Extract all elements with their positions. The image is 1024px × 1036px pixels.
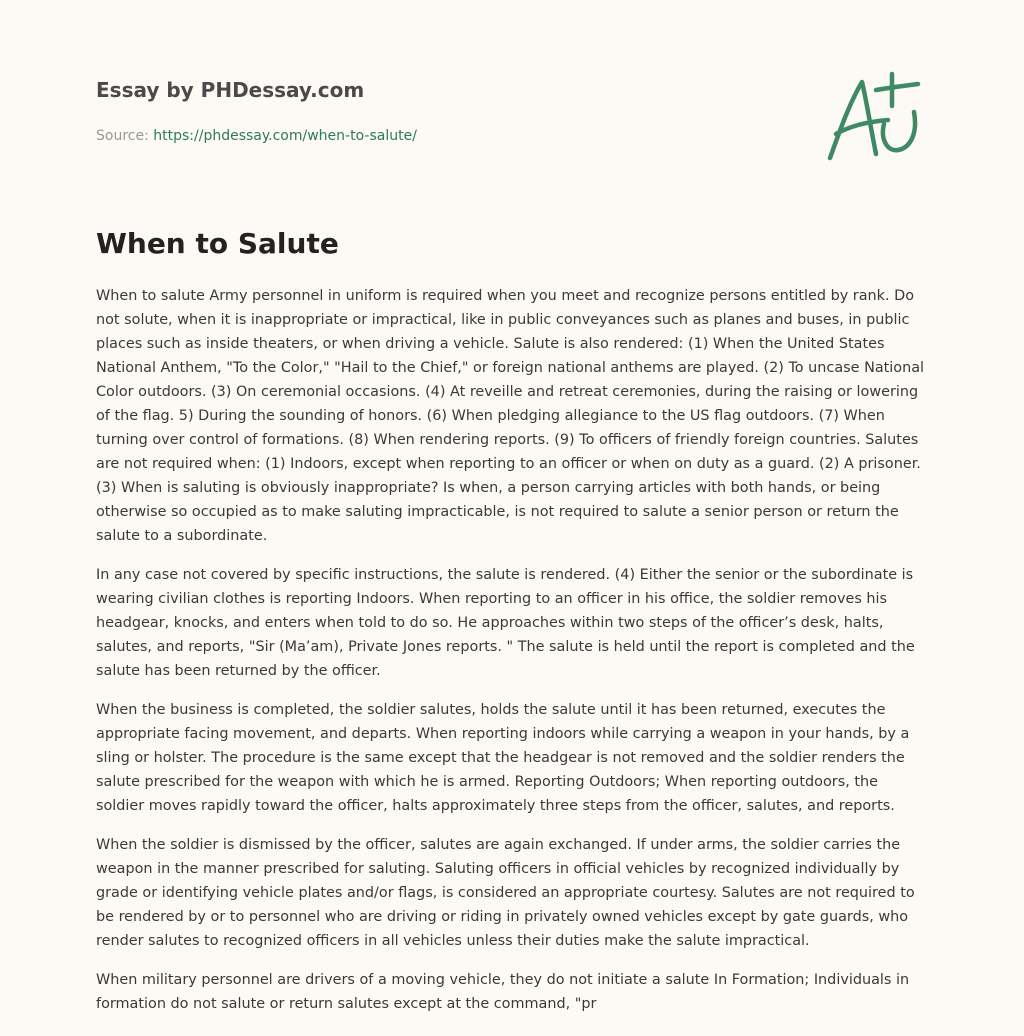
paragraph: When to salute Army personnel in uniform is required when you meet and recognize persons entitled by rank. Do not solute, when it is inappropriate or impractical, like in public conveyances such as planes and buses, in public places such as inside theaters, or when driving a vehicle. Salute is also rendered: (1) When the United States National Anthem, "To the Color," "Hail to the Chief," or foreign national anthems are played. (2) To uncase National Color outdoors. (3) On ceremonial occasions. (4) At reveille and retreat ceremonies, during the raising or lowering of the flag. 5) During the sounding of honors. (6) When pledging allegiance to the US flag outdoors. (7) When turning over control of formations. (8) When rendering reports. (9) To officers of friendly foreign countries. Salutes are not required when: (1) Indoors, except when reporting to an officer or when on duty as a guard. (2) A prisoner. (3) When is saluting is obviously inappropriate? Is when, a person carrying articles with both hands, or being otherwise so occupied as to make saluting impracticable, is not required to salute a senior person or return the salute to a subordinate. xyxy=(96,288,925,544)
site-title: Essay by PHDessay.com xyxy=(96,78,365,102)
essay-body xyxy=(96,284,930,1031)
paragraph: When the business is completed, the soldier salutes, holds the salute until it has been returned, executes the appropriate facing movement, and departs. When reporting indoors while carrying a weapon in your hands, by a sling or holster. The procedure is the same except that the headgear is not removed and the soldier renders the salute prescribed for the weapon with which he is armed. Reporting Outdoors; When reporting outdoors, the soldier moves rapidly toward the officer, halts approximately three steps from the officer, salutes, and reports. xyxy=(96,702,910,814)
source-link[interactable]: https://phdessay.com/when-to-salute/ xyxy=(153,128,417,144)
source-label: Source: xyxy=(96,128,149,144)
essay-title: When to Salute xyxy=(96,227,339,260)
paragraph: In any case not covered by specific instructions, the salute is rendered. (4) Either the senior or the subordinate is wearing civilian clothes is reporting Indoors. When reporting to an officer in his office, the soldier removes his headgear, knocks, and enters when told to do so. He approaches within two steps of the officer’s desk, halts, salutes, and reports, "Sir (Ma’am), Private Jones reports. " The salute is held until the report is completed and the salute has been returned by the officer. xyxy=(96,567,915,679)
paragraph: When the soldier is dismissed by the officer, salutes are again exchanged. If under arms, the soldier carries the weapon in the manner prescribed for saluting. Saluting officers in official vehicles by recognized individually by grade or identifying vehicle plates and/or flags, is considered an appropriate courtesy. Salutes are not required to be rendered by or to personnel who are driving or riding in privately owned vehicles except by gate guards, who render salutes to recognized officers in all vehicles unless their duties make the salute impractical. xyxy=(96,837,915,949)
source-line xyxy=(96,126,696,146)
a-plus-logo-icon xyxy=(822,68,926,164)
paragraph: When military personnel are drivers of a moving vehicle, they do not initiate a salute In Formation; Individuals in formation do not salute or return salutes except at the command, "pr xyxy=(96,972,910,1012)
page-header xyxy=(96,76,696,146)
